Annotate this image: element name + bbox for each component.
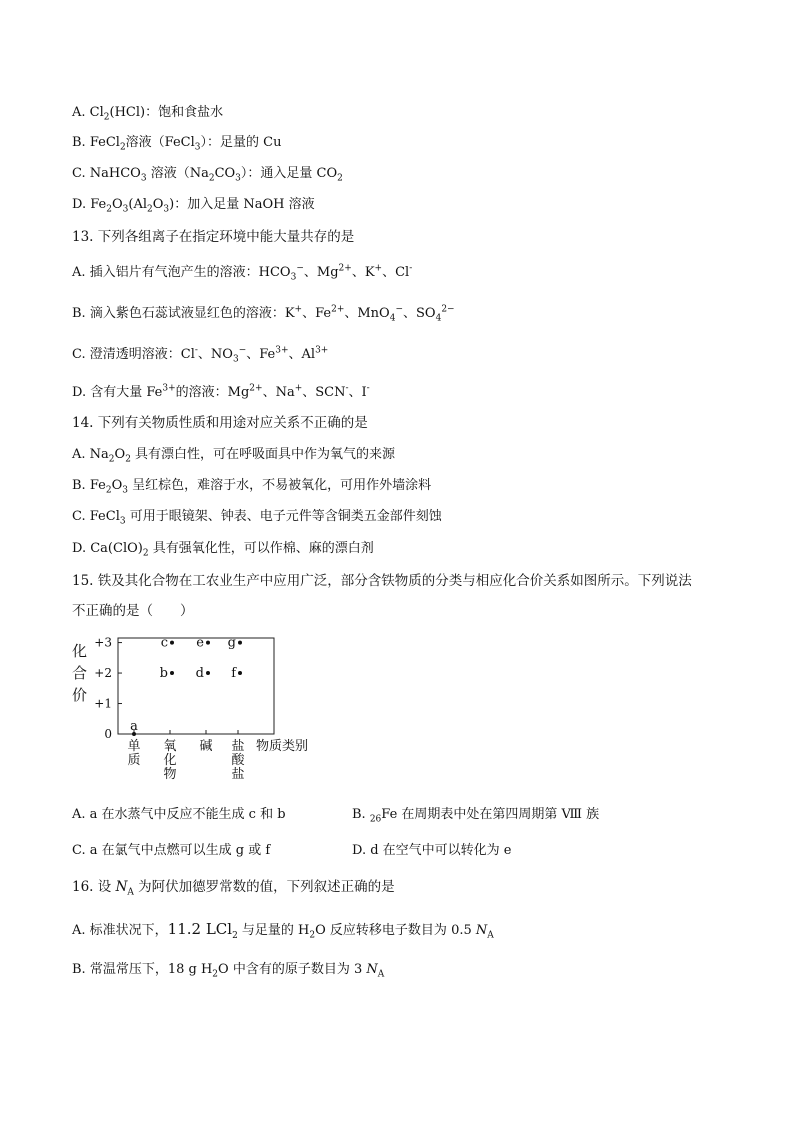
y-tick-label: +1 — [94, 696, 112, 711]
data-point-label: c — [160, 635, 168, 651]
data-point-c — [170, 641, 174, 645]
y-axis-label-char: 合 — [72, 664, 88, 682]
data-point-f — [238, 671, 242, 675]
q12-option-b: B. FeCl$_2$溶液（FeCl$_3$）：足量的 Cu — [72, 135, 282, 153]
y-tick-label: +3 — [94, 635, 112, 650]
y-axis-label-char: 价 — [72, 686, 88, 704]
q13-option-b: B. 滴入紫色石蕊试液显红色的溶液：K+、$Fe^{2+}$、MnO$_4$−、$SO_4^{2-}$ — [72, 304, 455, 324]
x-category-label-char: 化 — [163, 753, 177, 768]
q14-stem: 14. 下列有关物质性质和用途对应关系不正确的是 — [72, 415, 368, 431]
data-point-label: f — [231, 666, 236, 682]
data-point-label: d — [195, 666, 204, 682]
q15-stem-line2: 不正确的是（ ） — [72, 603, 194, 619]
x-category-label-char: 酸 — [231, 753, 245, 768]
q14-option-c: C. FeCl$_3$ 可用于眼镜架、钟表、电子元件等含铜类五金部件刻蚀 — [72, 509, 442, 527]
q16-option-b: B. 常温常压下，18 g $H_2O$ 中含有的原子数目为 3 $N_A$ — [72, 962, 385, 980]
y-tick-label: 0 — [104, 727, 112, 741]
q14-option-b: B. $Fe_2O_3$ 呈红棕色，难溶于水，不易被氧化，可用作外墙涂料 — [72, 478, 432, 496]
data-point-label: a — [130, 719, 138, 734]
y-tick-label: +2 — [94, 666, 112, 681]
data-point-g — [238, 641, 242, 645]
q16-stem: 16. 设 $N_A$ 为阿伏加德罗常数的值，下列叙述正确的是 — [72, 879, 395, 898]
x-category-label-char: 碱 — [199, 739, 213, 754]
q15-option-c: C. a 在氯气中点燃可以生成 g 或 f — [72, 843, 271, 858]
q12-option-a: A. $Cl_2(HCl)$：饱和食盐水 — [72, 105, 224, 123]
q16-option-a: A. 标准状况下，11.2 LCl$_2$ 与足量的 $H_2O$ 反应转移电子数目为 0.5 $N_A$ — [72, 920, 494, 941]
q14-option-d: D. $Ca(ClO)_2$ 具有强氧化性，可以作棉、麻的漂白剂 — [72, 541, 374, 559]
q15-option-a: A. a 在水蒸气中反应不能生成 c 和 b — [72, 807, 286, 822]
x-category-label-char: 氧 — [163, 739, 177, 754]
data-point-b — [170, 671, 174, 675]
x-category-label-char: 物 — [163, 767, 177, 782]
q15-option-d: D. d 在空气中可以转化为 e — [352, 843, 512, 858]
data-point-label: g — [227, 635, 236, 651]
q13-option-c: C. 澄清透明溶液：Cl-、$NO_3^-$、$Fe^{3+}$、$Al^{3+}$ — [72, 345, 329, 365]
q15-option-b: B. $_{26}$Fe 在周期表中处在第四周期第 Ⅷ 族 — [352, 807, 600, 825]
x-category-label-char: 盐 — [231, 739, 245, 754]
y-axis-label-char: 化 — [72, 642, 88, 660]
q14-option-a: A. $Na_2O_2$ 具有漂白性，可在呼吸面具中作为氧气的来源 — [72, 447, 396, 465]
q12-option-c: C. NaHCO$_3$ 溶液$(Na_2CO_3)$：通入足量 $CO_2$ — [72, 166, 343, 184]
q13-option-d: D. 含有大量 $Fe^{3+}$的溶液：$Mg^{2+}$、Na+、SCN-、I- — [72, 383, 370, 400]
q12-option-d: D. $Fe_2O_3(Al_2O_3)$：加入足量 NaOH 溶液 — [72, 197, 315, 215]
chart-frame — [118, 635, 274, 734]
x-category-label-char: 盐 — [231, 767, 245, 782]
data-point-e — [206, 641, 210, 645]
q15-stem-line1: 15. 铁及其化合物在工农业生产中应用广泛，部分含铁物质的分类与相应化合价关系如图所示。下列说法 — [72, 573, 692, 589]
q13-stem: 13. 下列各组离子在指定环境中能大量共存的是 — [72, 229, 355, 245]
valence-class-chart — [66, 632, 326, 792]
x-category-label-char: 单 — [127, 739, 141, 754]
data-point-d — [206, 671, 210, 675]
x-axis-label: 物质类别 — [256, 739, 309, 754]
data-point-label: e — [196, 635, 204, 651]
x-category-label-char: 质 — [127, 753, 141, 768]
data-point-label: b — [159, 666, 168, 682]
q13-option-a: A. 插入铝片有气泡产生的溶液：$HCO_3^-$、$Mg^{2+}$、K+、Cl- — [72, 263, 413, 283]
